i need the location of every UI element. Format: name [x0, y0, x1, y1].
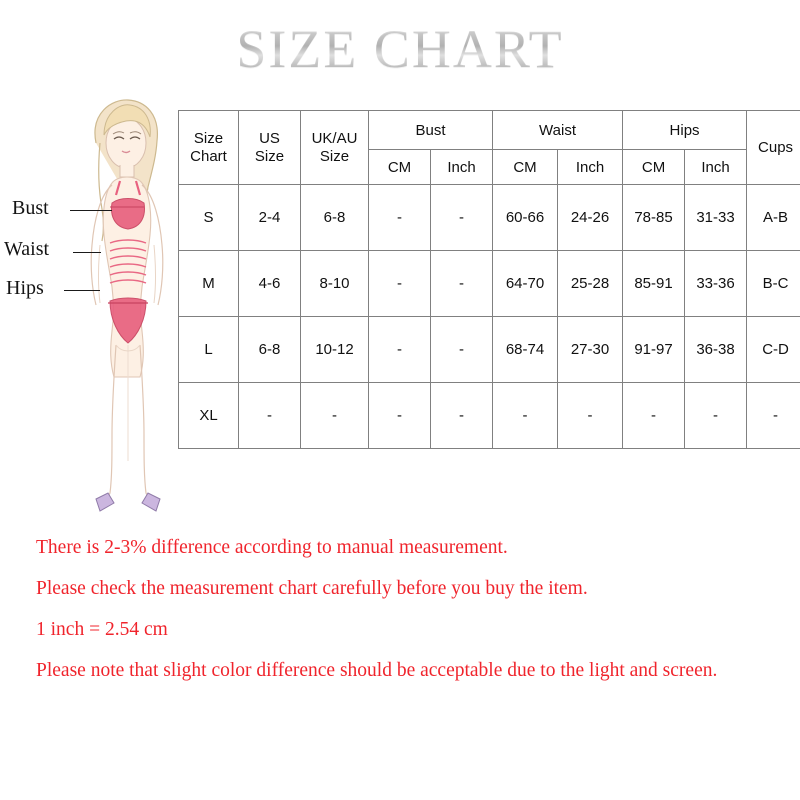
figure-label-bust: Bust	[12, 197, 49, 219]
header-bust-cm: CM	[369, 150, 431, 185]
cell-bust-cm: -	[369, 185, 431, 251]
cell-size: S	[179, 185, 239, 251]
cell-bust-inch: -	[431, 185, 493, 251]
header-uk-au-size-line2: Size	[319, 147, 350, 165]
cell-cups: A-B	[747, 185, 800, 251]
table-row	[179, 251, 800, 317]
header-bust: Bust	[369, 111, 493, 150]
leader-line-waist	[73, 252, 101, 253]
cell-waist-cm: 68-74	[493, 317, 558, 383]
cell-us-size: 2-4	[239, 185, 301, 251]
cell-bust-inch: -	[431, 383, 493, 449]
table-header-row-groups	[179, 111, 800, 150]
cell-bust-inch: -	[431, 251, 493, 317]
cell-bust-inch: -	[431, 317, 493, 383]
note-line: 1 inch = 2.54 cm	[36, 619, 168, 640]
size-chart-table	[178, 110, 800, 449]
header-uk-au-size-line1: UK/AU	[311, 130, 358, 148]
header-size-chart-line1: Size	[193, 130, 224, 148]
header-us-size-line2: Size	[254, 147, 285, 165]
cell-bust-cm: -	[369, 383, 431, 449]
cell-waist-cm: 64-70	[493, 251, 558, 317]
figure-label-waist: Waist	[4, 238, 50, 260]
header-waist-inch: Inch	[558, 150, 623, 185]
header-us-size-line1: US	[259, 130, 280, 148]
table-row	[179, 185, 800, 251]
header-hips-inch: Inch	[685, 150, 747, 185]
cell-size: L	[179, 317, 239, 383]
header-uk-au-size	[301, 111, 369, 185]
cell-hips-inch: 36-38	[685, 317, 747, 383]
cell-cups: B-C	[747, 251, 800, 317]
cell-waist-cm: 60-66	[493, 185, 558, 251]
note-line: Please check the measurement chart carefully before you buy the item.	[36, 578, 588, 599]
cell-cups: -	[747, 383, 800, 449]
header-waist: Waist	[493, 111, 623, 150]
header-us-size	[239, 111, 301, 185]
cell-size: XL	[179, 383, 239, 449]
table-row	[179, 317, 800, 383]
cell-us-size: 6-8	[239, 317, 301, 383]
notes-section	[36, 527, 776, 691]
cell-cups: C-D	[747, 317, 800, 383]
cell-uk-au-size: 8-10	[301, 251, 369, 317]
cell-waist-inch: 24-26	[558, 185, 623, 251]
figure-label-hips: Hips	[6, 277, 44, 299]
cell-hips-inch: 31-33	[685, 185, 747, 251]
cell-waist-inch: 25-28	[558, 251, 623, 317]
page-title: SIZE CHART	[170, 18, 630, 80]
size-chart-table-wrapper	[178, 110, 794, 449]
header-waist-cm: CM	[493, 150, 558, 185]
cell-hips-cm: 91-97	[623, 317, 685, 383]
cell-waist-inch: -	[558, 383, 623, 449]
cell-hips-inch: -	[685, 383, 747, 449]
cell-waist-cm: -	[493, 383, 558, 449]
note-line: There is 2-3% difference according to manual measurement.	[36, 537, 508, 558]
cell-hips-cm: -	[623, 383, 685, 449]
header-hips: Hips	[623, 111, 747, 150]
leader-line-hips	[64, 290, 100, 291]
header-hips-cm: CM	[623, 150, 685, 185]
cell-hips-cm: 85-91	[623, 251, 685, 317]
cell-us-size: 4-6	[239, 251, 301, 317]
header-bust-inch: Inch	[431, 150, 493, 185]
cell-hips-inch: 33-36	[685, 251, 747, 317]
cell-waist-inch: 27-30	[558, 317, 623, 383]
cell-hips-cm: 78-85	[623, 185, 685, 251]
cell-us-size: -	[239, 383, 301, 449]
table-row	[179, 383, 800, 449]
cell-bust-cm: -	[369, 251, 431, 317]
cell-size: M	[179, 251, 239, 317]
cell-uk-au-size: 10-12	[301, 317, 369, 383]
cell-bust-cm: -	[369, 317, 431, 383]
note-line: Please note that slight color difference should be acceptable due to the light and screen.	[36, 660, 718, 681]
leader-line-bust	[70, 210, 112, 211]
cell-uk-au-size: 6-8	[301, 185, 369, 251]
cell-uk-au-size: -	[301, 383, 369, 449]
header-size-chart-line2: Chart	[190, 147, 227, 165]
header-size-chart	[179, 111, 239, 185]
header-cups: Cups	[747, 111, 800, 185]
